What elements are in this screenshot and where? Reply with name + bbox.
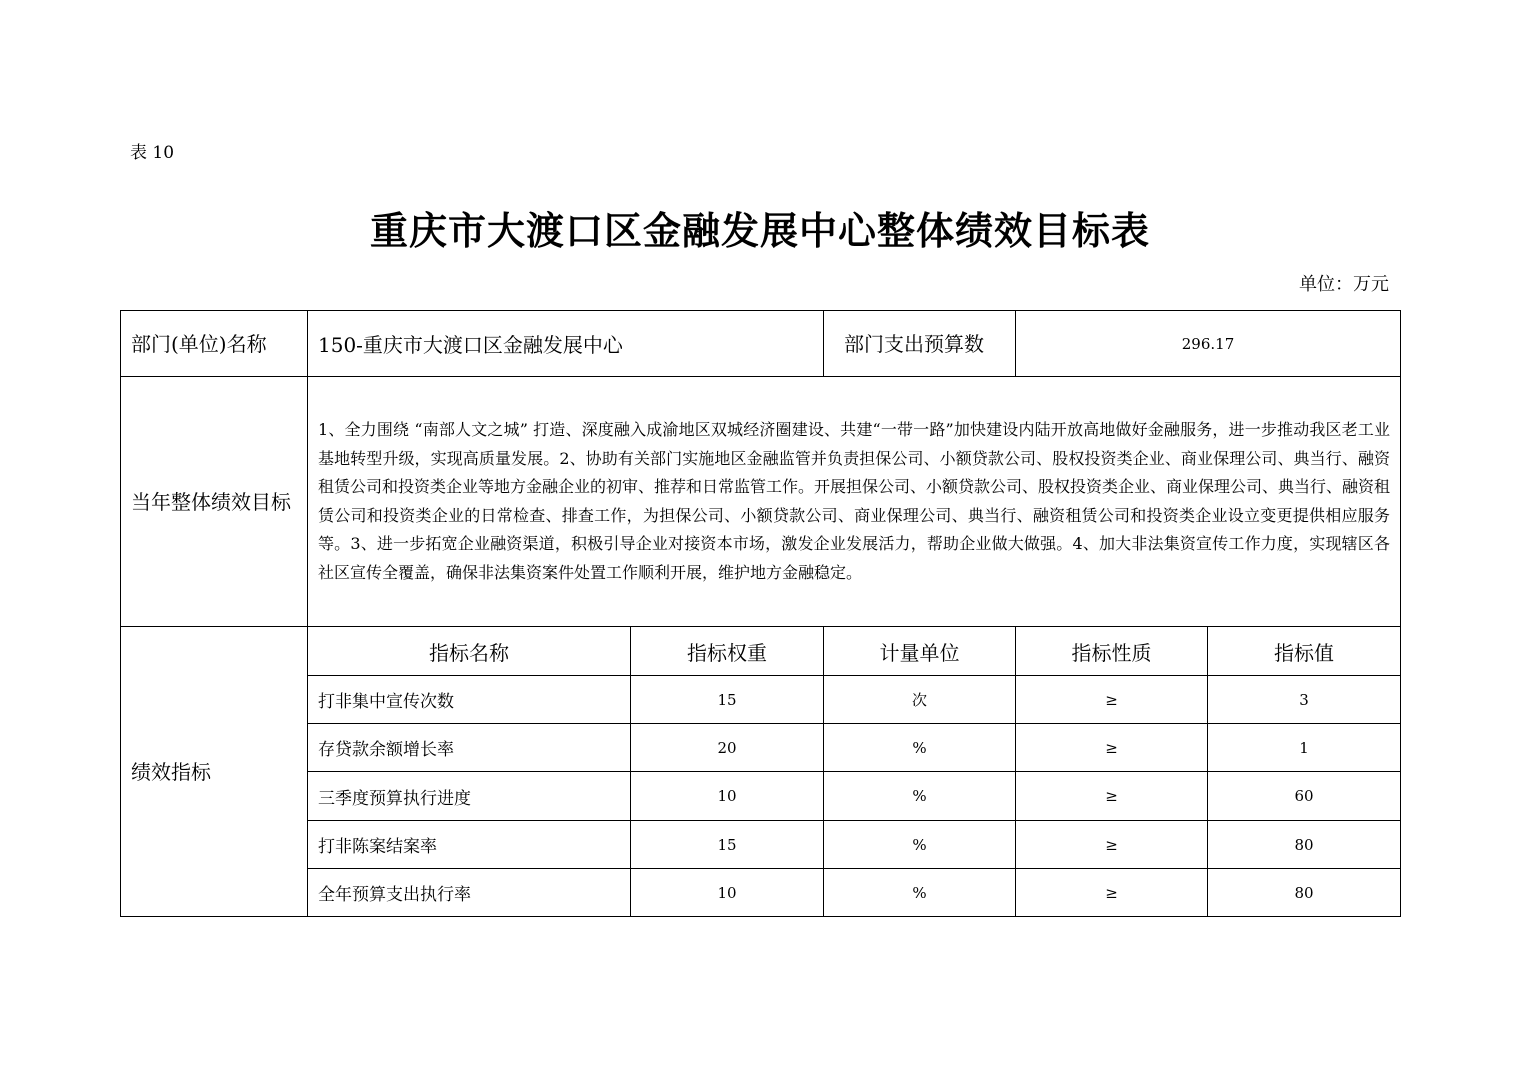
indicator-weight: 15 <box>631 821 824 869</box>
annual-goal-label: 当年整体绩效目标 <box>121 377 308 627</box>
annual-goal-text: 1、全力围绕 “南部人文之城” 打造、深度融入成渝地区双城经济圈建设、共建“一带一路”加快建设内陆开放高地做好金融服务，进一步推动我区老工业基地转型升级，实现高质量发展。2、协助有关部门实施地区金融监管并负责担保公司、小额贷款公司、股权投资类企业、商业保理公司、典当行、融资租赁公司和投资类企业等地方金融企业的初审、推荐和日常监管工作。开展担保公司、小额贷款公司、股权投资类企业、商业保理公司、典当行、融资租赁公司和投资类企业的日常检查、排查工作，为担保公司、小额贷款公司、商业保理公司、典当行、融资租赁公司和投资类企业设立变更提供相应服务等。3、进一步拓宽企业融资渠道，积极引导企业对接资本市场，激发企业发展活力，帮助企业做大做强。4、加大非法集资宣传工作力度，实现辖区各社区宣传全覆盖，确保非法集资案件处置工作顺利开展，维护地方金融稳定。 <box>308 377 1401 627</box>
header-indicator-value: 指标值 <box>1208 627 1401 676</box>
indicator-nature: ≥ <box>1016 869 1208 917</box>
indicator-header-row <box>121 627 1401 676</box>
table-row <box>121 821 1401 869</box>
indicator-nature: ≥ <box>1016 772 1208 821</box>
budget-label: 部门支出预算数 <box>824 311 1016 377</box>
table-row <box>121 869 1401 917</box>
indicator-unit: % <box>824 724 1016 772</box>
indicator-weight: 10 <box>631 772 824 821</box>
indicator-name: 打非集中宣传次数 <box>308 676 631 724</box>
indicator-value: 80 <box>1208 821 1401 869</box>
indicator-weight: 15 <box>631 676 824 724</box>
page-title: 重庆市大渡口区金融发展中心整体绩效目标表 <box>369 209 1150 253</box>
indicator-value: 80 <box>1208 869 1401 917</box>
header-measure-unit: 计量单位 <box>824 627 1016 676</box>
table-row <box>121 772 1401 821</box>
indicator-unit: % <box>824 772 1016 821</box>
unit-label: 单位：万元 <box>1299 274 1389 295</box>
indicator-value: 60 <box>1208 772 1401 821</box>
indicator-value: 1 <box>1208 724 1401 772</box>
indicator-unit: % <box>824 869 1016 917</box>
header-indicator-nature: 指标性质 <box>1016 627 1208 676</box>
indicator-nature: ≥ <box>1016 676 1208 724</box>
header-indicator-weight: 指标权重 <box>631 627 824 676</box>
indicator-weight: 20 <box>631 724 824 772</box>
budget-value: 296.17 <box>1016 311 1401 377</box>
indicator-value: 3 <box>1208 676 1401 724</box>
table-row <box>121 676 1401 724</box>
indicator-name: 全年预算支出执行率 <box>308 869 631 917</box>
header-indicator-name: 指标名称 <box>308 627 631 676</box>
table-row <box>121 724 1401 772</box>
department-name-value: 150-重庆市大渡口区金融发展中心 <box>308 311 824 377</box>
department-name-label: 部门(单位)名称 <box>121 311 308 377</box>
indicators-section-label: 绩效指标 <box>121 627 308 917</box>
indicator-weight: 10 <box>631 869 824 917</box>
indicator-unit: 次 <box>824 676 1016 724</box>
indicator-unit: % <box>824 821 1016 869</box>
indicator-nature: ≥ <box>1016 724 1208 772</box>
indicator-nature: ≥ <box>1016 821 1208 869</box>
annual-goal-row <box>121 377 1401 627</box>
indicator-name: 存贷款余额增长率 <box>308 724 631 772</box>
indicator-name: 三季度预算执行进度 <box>308 772 631 821</box>
indicator-name: 打非陈案结案率 <box>308 821 631 869</box>
performance-table <box>120 310 1401 917</box>
department-row <box>121 311 1401 377</box>
table-number: 表 10 <box>130 143 175 163</box>
